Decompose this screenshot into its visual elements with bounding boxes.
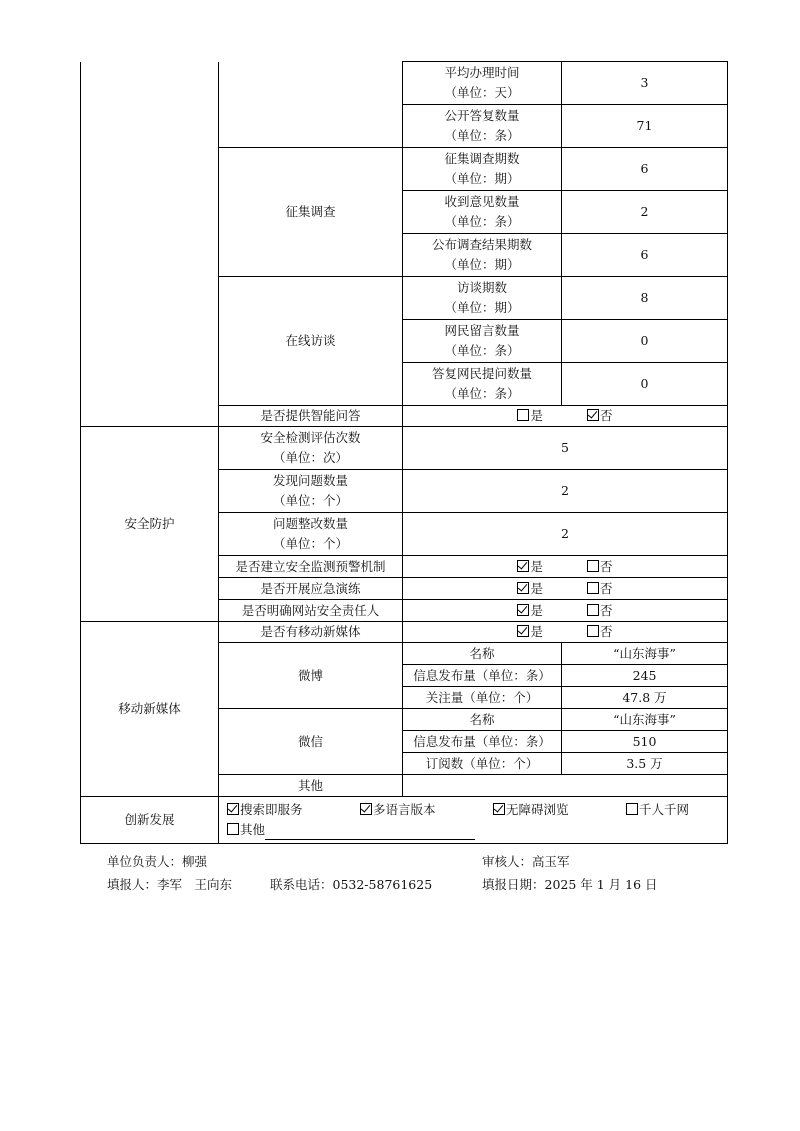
wechat-posts-value: 510 bbox=[562, 731, 728, 753]
weibo-posts-label: 信息发布量（单位：条） bbox=[403, 665, 562, 687]
smart-qa-no-label: 否 bbox=[600, 408, 613, 423]
security-fixed-value: 2 bbox=[403, 513, 728, 556]
wechat-subs-label: 订阅数（单位：个） bbox=[403, 753, 562, 775]
security-warning-label: 是否建立安全监测预警机制 bbox=[219, 556, 403, 578]
interview-messages-value: 0 bbox=[562, 320, 728, 363]
avg-time-unit: （单位：天） bbox=[444, 85, 520, 100]
survey-opinions-unit: （单位：条） bbox=[444, 214, 520, 229]
security-fixed-unit: （单位：个） bbox=[272, 536, 348, 551]
weibo-followers-label: 关注量（单位：个） bbox=[403, 687, 562, 709]
reviewer: 审核人：高玉军 bbox=[482, 854, 570, 869]
security-drill-yes-label: 是 bbox=[530, 580, 543, 596]
security-checks-label: 安全检测评估次数 bbox=[260, 430, 361, 445]
security-owner-no-checkbox[interactable] bbox=[587, 604, 599, 616]
innovation-other-input[interactable] bbox=[265, 825, 475, 840]
innovation-group: 创新发展 bbox=[81, 797, 219, 844]
search-service-checkbox[interactable] bbox=[227, 803, 239, 815]
security-warning-no-checkbox[interactable] bbox=[587, 560, 599, 572]
security-issues-label: 发现问题数量 bbox=[272, 473, 348, 488]
security-checks-unit: （单位：次） bbox=[272, 450, 348, 465]
interview-periods-value: 8 bbox=[562, 277, 728, 320]
wechat-name-value: “山东海事” bbox=[562, 709, 728, 731]
search-service-label: 搜索即服务 bbox=[240, 802, 303, 817]
smart-qa-no-checkbox[interactable] bbox=[587, 409, 599, 421]
wechat-subs-value: 3.5 万 bbox=[562, 753, 728, 775]
smart-qa-yes-checkbox[interactable] bbox=[517, 409, 529, 421]
mobile-has-yes-checkbox[interactable] bbox=[517, 625, 529, 637]
security-warning-yes-checkbox[interactable] bbox=[517, 560, 529, 572]
security-owner-label: 是否明确网站安全责任人 bbox=[219, 600, 403, 622]
security-warning-yes-label: 是 bbox=[530, 558, 543, 574]
security-issues-value: 2 bbox=[403, 470, 728, 513]
security-drill-no-checkbox[interactable] bbox=[587, 582, 599, 594]
mobile-has-yes-label: 是 bbox=[530, 624, 543, 639]
security-issues-unit: （单位：个） bbox=[272, 493, 348, 508]
accessible-checkbox[interactable] bbox=[493, 803, 505, 815]
weibo-posts-value: 245 bbox=[562, 665, 728, 687]
interview-periods-unit: （单位：期） bbox=[444, 300, 520, 315]
security-fixed-label: 问题整改数量 bbox=[272, 516, 348, 531]
wechat-name-label: 名称 bbox=[403, 709, 562, 731]
survey-results-unit: （单位：期） bbox=[444, 257, 520, 272]
continuation-subcell bbox=[219, 62, 403, 148]
survey-group: 征集调查 bbox=[219, 148, 403, 277]
wechat-posts-label: 信息发布量（单位：条） bbox=[403, 731, 562, 753]
avg-time-label: 平均办理时间 bbox=[444, 65, 520, 80]
fill-date: 填报日期：2025 年 1 月 16 日 bbox=[482, 877, 658, 892]
security-drill-no-label: 否 bbox=[600, 580, 613, 596]
report-table bbox=[80, 61, 728, 844]
mobile-other-value bbox=[403, 775, 728, 797]
accessible-label: 无障碍浏览 bbox=[505, 802, 569, 817]
survey-periods-label: 征集调查期数 bbox=[444, 151, 520, 166]
interview-answers-value: 0 bbox=[562, 363, 728, 406]
security-drill-label: 是否开展应急演练 bbox=[219, 578, 403, 600]
security-checks-value: 5 bbox=[403, 427, 728, 470]
wechat-label: 微信 bbox=[219, 709, 403, 775]
innovation-other-checkbox[interactable] bbox=[227, 823, 239, 835]
interview-answers-label: 答复网民提问数量 bbox=[431, 366, 532, 381]
mobile-other-label: 其他 bbox=[219, 775, 403, 797]
security-owner-yes-checkbox[interactable] bbox=[517, 604, 529, 616]
weibo-name-label: 名称 bbox=[403, 643, 562, 665]
survey-periods-value: 6 bbox=[562, 148, 728, 191]
interview-periods-label: 访谈期数 bbox=[456, 280, 507, 295]
mobile-has-no-label: 否 bbox=[600, 624, 613, 639]
mobile-has-label: 是否有移动新媒体 bbox=[219, 622, 403, 643]
security-owner-yes-label: 是 bbox=[530, 602, 543, 618]
weibo-followers-value: 47.8 万 bbox=[562, 687, 728, 709]
continuation-cell bbox=[81, 62, 219, 427]
smart-qa-label: 是否提供智能问答 bbox=[219, 406, 403, 427]
interview-messages-unit: （单位：条） bbox=[444, 343, 520, 358]
phone: 联系电话：0532-58761625 bbox=[270, 877, 433, 892]
security-drill-yes-checkbox[interactable] bbox=[517, 582, 529, 594]
security-group: 安全防护 bbox=[81, 427, 219, 622]
filler: 填报人：李军 王向东 bbox=[107, 877, 233, 892]
avg-time-value: 3 bbox=[562, 62, 728, 105]
interview-answers-unit: （单位：条） bbox=[444, 386, 520, 401]
survey-opinions-value: 2 bbox=[562, 191, 728, 234]
interview-group: 在线访谈 bbox=[219, 277, 403, 406]
interview-messages-label: 网民留言数量 bbox=[444, 323, 520, 338]
public-replies-unit: （单位：条） bbox=[444, 128, 520, 143]
survey-opinions-label: 收到意见数量 bbox=[444, 194, 520, 209]
survey-results-value: 6 bbox=[562, 234, 728, 277]
weibo-name-value: “山东海事” bbox=[562, 643, 728, 665]
security-warning-no-label: 否 bbox=[600, 558, 613, 574]
mobile-has-no-checkbox[interactable] bbox=[587, 625, 599, 637]
innovation-other-label: 其他 bbox=[240, 822, 266, 837]
multilang-checkbox[interactable] bbox=[360, 803, 372, 815]
weibo-label: 微博 bbox=[219, 643, 403, 709]
security-owner-no-label: 否 bbox=[600, 602, 613, 618]
multilang-label: 多语言版本 bbox=[372, 802, 436, 817]
personalized-checkbox[interactable] bbox=[626, 803, 638, 815]
mobile-group: 移动新媒体 bbox=[81, 622, 219, 797]
survey-periods-unit: （单位：期） bbox=[444, 171, 520, 186]
survey-results-label: 公布调查结果期数 bbox=[431, 237, 532, 252]
personalized-label: 千人千网 bbox=[638, 802, 689, 817]
public-replies-value: 71 bbox=[562, 105, 728, 148]
unit-head: 单位负责人：柳强 bbox=[107, 854, 208, 869]
public-replies-label: 公开答复数量 bbox=[444, 108, 520, 123]
smart-qa-yes-label: 是 bbox=[530, 408, 543, 423]
